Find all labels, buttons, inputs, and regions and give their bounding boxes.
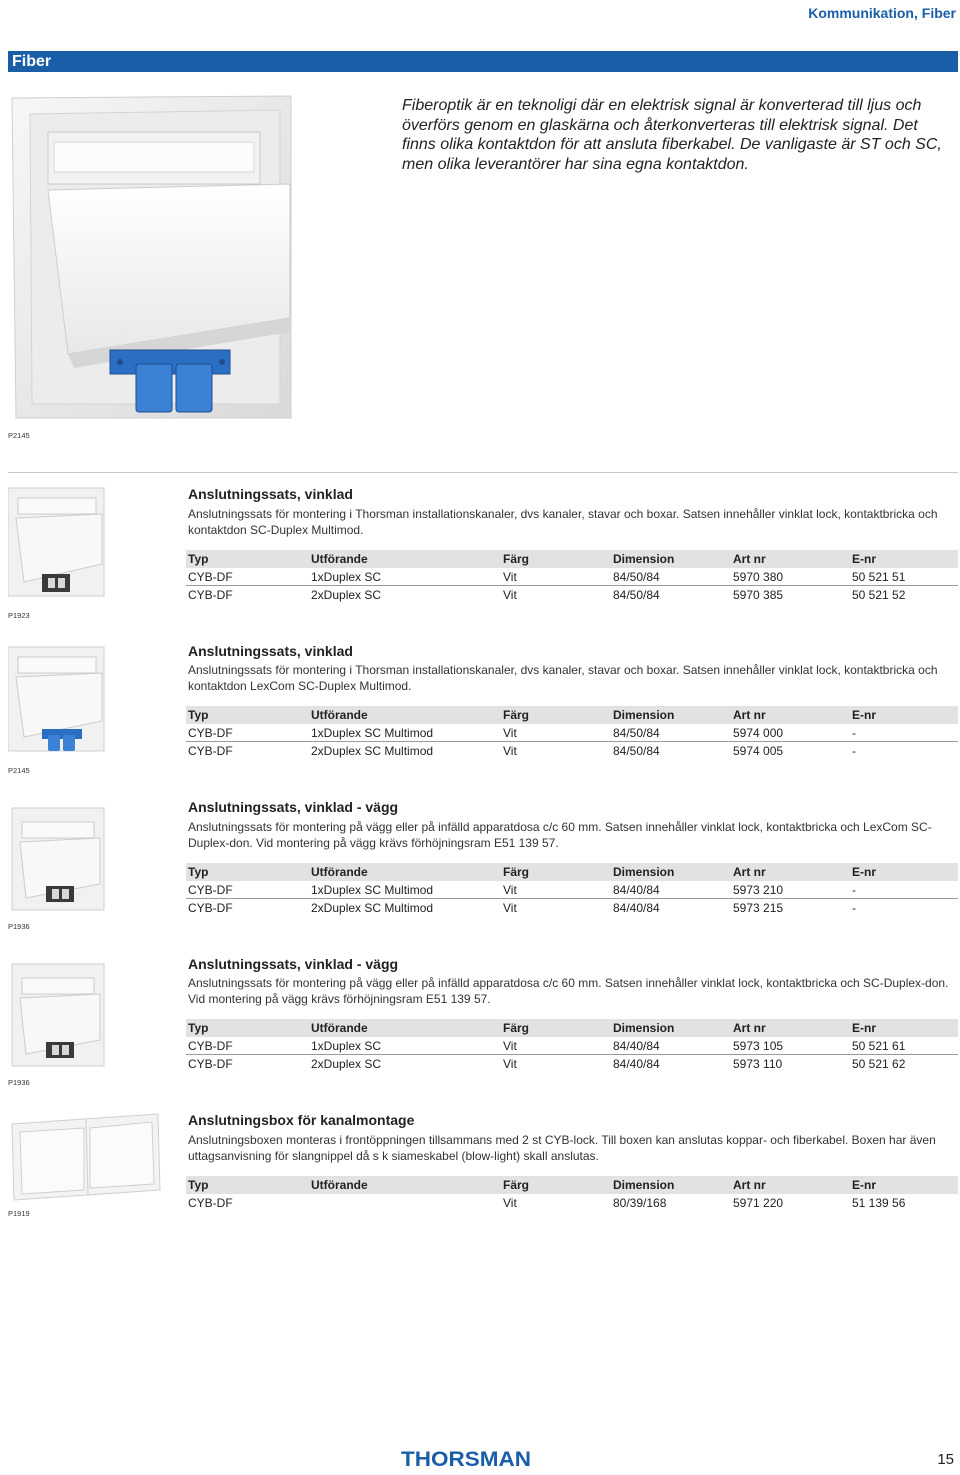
- col-farg: Färg: [501, 550, 611, 568]
- cell-dimension: 84/50/84: [611, 568, 731, 586]
- product-title: Anslutningssats, vinklad - vägg: [188, 956, 399, 972]
- cell-dimension: 80/39/168: [613, 1195, 667, 1210]
- cell-utforande: 1xDuplex SC: [309, 568, 501, 586]
- cell-farg: Vit: [501, 1037, 611, 1055]
- col-artnr: Art nr: [731, 1019, 850, 1037]
- cell-enr: 50 521 62: [852, 1056, 906, 1071]
- cell-farg: Vit: [503, 587, 517, 602]
- table-header-row: [186, 706, 958, 724]
- cell-typ: CYB-DF: [186, 1037, 309, 1055]
- cell-enr: -: [850, 724, 958, 742]
- cell-farg: Vit: [501, 881, 611, 899]
- cell-utforande: 1xDuplex SC Multimod: [309, 881, 501, 899]
- table-row: [186, 1194, 958, 1211]
- cell-enr: -: [852, 900, 856, 915]
- table-header-row: [186, 863, 958, 881]
- col-artnr: Art nr: [731, 706, 850, 724]
- product-description: Anslutningssats för montering på vägg eller på infälld apparatdosa c/c 60 mm. Satsen innehåller vinklat lock, kontaktbricka och SC-Duplex-don. Vid montering på vägg krävs förhöjningsram E51 139 57.: [188, 976, 949, 1006]
- cell-dimension: 84/40/84: [611, 1037, 731, 1055]
- col-dimension: Dimension: [611, 863, 731, 881]
- cell-artnr: 5970 385: [733, 587, 784, 602]
- cell-enr: 50 521 52: [852, 587, 906, 602]
- product-image: [8, 804, 108, 919]
- table-row: [186, 1055, 958, 1073]
- col-typ: Typ: [186, 550, 309, 568]
- col-artnr: Art nr: [731, 1176, 850, 1194]
- cell-farg: Vit: [503, 900, 517, 915]
- cell-artnr: 5973 105: [731, 1037, 850, 1055]
- col-utforande: Utförande: [309, 706, 501, 724]
- product-image: [8, 1110, 164, 1207]
- table-row: [186, 899, 958, 917]
- cell-typ: CYB-DF: [186, 881, 309, 899]
- cell-typ: CYB-DF: [188, 743, 233, 758]
- cell-utforande: 1xDuplex SC: [309, 1037, 501, 1055]
- col-artnr: Art nr: [731, 550, 850, 568]
- col-dimension: Dimension: [611, 1019, 731, 1037]
- col-typ: Typ: [186, 1176, 309, 1194]
- col-artnr: Art nr: [731, 863, 850, 881]
- cell-utforande: 1xDuplex SC Multimod: [309, 724, 501, 742]
- col-dimension: Dimension: [611, 550, 731, 568]
- table-row: [186, 586, 958, 604]
- cell-artnr: 5974 005: [733, 743, 784, 758]
- cell-farg: Vit: [501, 568, 611, 586]
- spec-table: [186, 1019, 958, 1072]
- svg-text:THORSMAN: THORSMAN: [401, 1448, 531, 1470]
- cell-dimension: 84/40/84: [613, 900, 660, 915]
- cell-dimension: 84/50/84: [613, 743, 660, 758]
- col-dimension: Dimension: [611, 1176, 731, 1194]
- thorsman-logo: [401, 1448, 533, 1475]
- col-utforande: Utförande: [309, 1176, 501, 1194]
- table-row: [186, 568, 958, 586]
- cell-typ: CYB-DF: [188, 900, 233, 915]
- cell-dimension: 84/50/84: [611, 724, 731, 742]
- cell-farg: Vit: [503, 743, 517, 758]
- col-enr: E-nr: [850, 706, 958, 724]
- table-row: [186, 724, 958, 742]
- image-code: P2145: [8, 766, 30, 775]
- cell-farg: Vit: [503, 1056, 517, 1071]
- col-typ: Typ: [186, 706, 309, 724]
- product-title: Anslutningssats, vinklad - vägg: [188, 799, 399, 815]
- cell-typ: CYB-DF: [186, 724, 309, 742]
- col-farg: Färg: [501, 1019, 611, 1037]
- image-code: P2145: [8, 431, 30, 440]
- divider: [8, 472, 958, 473]
- cell-enr: -: [852, 743, 856, 758]
- cell-utforande: 2xDuplex SC: [311, 587, 382, 602]
- image-code: P1936: [8, 922, 30, 931]
- image-code: P1919: [8, 1209, 30, 1218]
- product-title: Anslutningssats, vinklad: [188, 643, 353, 659]
- col-enr: E-nr: [850, 863, 958, 881]
- cell-artnr: 5970 380: [731, 568, 850, 586]
- col-typ: Typ: [186, 1019, 309, 1037]
- cell-enr: 51 139 56: [852, 1195, 906, 1210]
- col-farg: Färg: [501, 863, 611, 881]
- cell-artnr: 5973 215: [733, 900, 784, 915]
- col-utforande: Utförande: [309, 550, 501, 568]
- cell-enr: -: [850, 881, 958, 899]
- cell-utforande: 2xDuplex SC Multimod: [311, 900, 434, 915]
- cell-typ: CYB-DF: [186, 568, 309, 586]
- col-dimension: Dimension: [611, 706, 731, 724]
- fiber-outlet-image: [8, 92, 295, 422]
- table-row: [186, 1037, 958, 1055]
- cell-utforande: 2xDuplex SC Multimod: [311, 743, 434, 758]
- cell-utforande: [309, 1194, 501, 1211]
- cell-enr: 50 521 51: [850, 568, 958, 586]
- cell-dimension: 84/40/84: [613, 1056, 660, 1071]
- col-utforande: Utförande: [309, 863, 501, 881]
- spec-table: [186, 706, 958, 759]
- cell-artnr: 5973 210: [731, 881, 850, 899]
- col-utforande: Utförande: [309, 1019, 501, 1037]
- cell-dimension: 84/50/84: [613, 587, 660, 602]
- intro-text: Fiberoptik är en teknoligi där en elektrisk signal är konverterad till ljus och överförs genom en glaskärna och återkonverteras till elektrisk signal. Det finns olika kontaktdon för att ansluta fiberkabel. De vanligaste är ST och SC, men olika leverantörer har sina egna kontaktdon.: [402, 97, 942, 173]
- spec-table: [186, 1176, 958, 1211]
- cell-typ: CYB-DF: [188, 587, 233, 602]
- col-farg: Färg: [501, 706, 611, 724]
- col-farg: Färg: [501, 1176, 611, 1194]
- page-number: 15: [937, 1451, 954, 1468]
- table-header-row: [186, 1176, 958, 1194]
- page-category: Kommunikation, Fiber: [808, 5, 956, 21]
- cell-farg: Vit: [501, 724, 611, 742]
- product-description: Anslutningssats för montering i Thorsman installationskanaler, dvs kanaler, stavar och boxar. Satsen innehåller vinklat lock, kontaktbricka och kontaktdon LexCom SC-Duplex Multimod.: [188, 663, 938, 693]
- cell-dimension: 84/40/84: [611, 881, 731, 899]
- spec-table: [186, 550, 958, 603]
- product-image: [8, 486, 108, 607]
- image-code: P1923: [8, 611, 30, 620]
- cell-artnr: 5974 000: [731, 724, 850, 742]
- col-enr: E-nr: [850, 1019, 958, 1037]
- cell-typ: CYB-DF: [188, 1056, 233, 1071]
- product-description: Anslutningssats för montering i Thorsman installationskanaler, dvs kanaler, stavar och boxar. Satsen innehåller vinklat lock, kontaktbricka och kontaktdon SC-Duplex Multimod.: [188, 507, 938, 537]
- cell-enr: 50 521 61: [850, 1037, 958, 1055]
- table-row: [186, 881, 958, 899]
- product-description: Anslutningsboxen monteras i frontöppningen tillsammans med 2 st CYB-lock. Till boxen kan anslutas koppar- och fiberkabel. Boxen har även uttagsanvisning för slangnippel då s k siameskabel (blow-light) skall anslutas.: [188, 1133, 936, 1163]
- spec-table: [186, 863, 958, 916]
- cell-farg: Vit: [503, 1195, 517, 1210]
- product-title: Anslutningsbox för kanalmontage: [188, 1112, 415, 1128]
- product-title: Anslutningssats, vinklad: [188, 486, 353, 502]
- col-enr: E-nr: [850, 1176, 958, 1194]
- col-typ: Typ: [186, 863, 309, 881]
- product-image: [8, 960, 108, 1075]
- image-code: P1936: [8, 1078, 30, 1087]
- cell-artnr: 5973 110: [733, 1056, 783, 1071]
- product-description: Anslutningssats för montering på vägg eller på infälld apparatdosa c/c 60 mm. Satsen innehåller vinklat lock, kontaktbricka och LexCom SC-Duplex-don. Vid montering på vägg krävs förhöjningsram E51 139 57.: [188, 820, 932, 850]
- cell-artnr: 5971 220: [733, 1195, 784, 1210]
- cell-utforande: 2xDuplex SC: [311, 1056, 382, 1071]
- cell-typ: CYB-DF: [188, 1195, 233, 1210]
- col-enr: E-nr: [850, 550, 958, 568]
- table-row: [186, 742, 958, 760]
- section-title: Fiber: [8, 51, 958, 72]
- table-header-row: [186, 1019, 958, 1037]
- product-image: [8, 645, 108, 766]
- table-header-row: [186, 550, 958, 568]
